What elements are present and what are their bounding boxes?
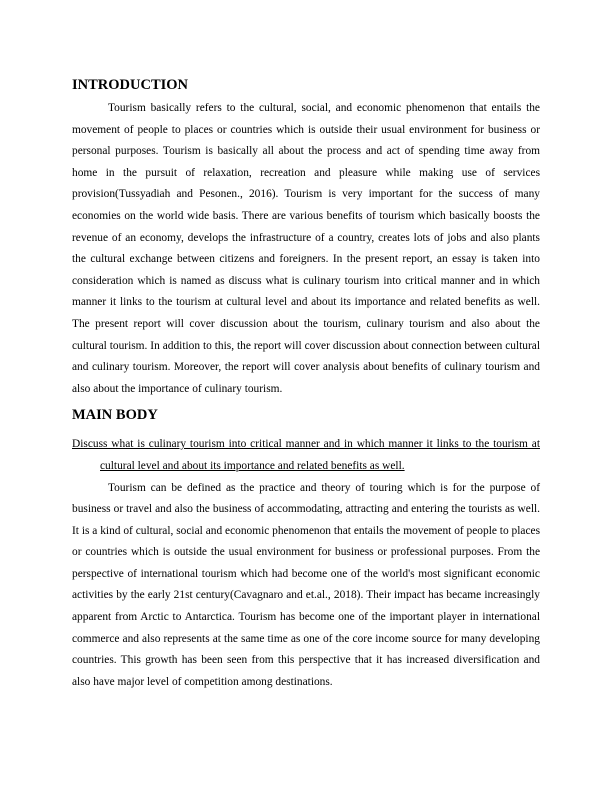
section-subheading: Discuss what is culinary tourism into critical manner and in which manner it links to the tourism at cultural level and about its importance and related benefits as well. bbox=[72, 438, 540, 472]
document-page bbox=[72, 76, 540, 693]
main-body-paragraph: Tourism can be defined as the practice and theory of touring which is for the purpose of business or travel and also the business of accommodating, attracting and entering the tourists as well. It is a kind of cultural, social and economic phenomenon that entails the movement of people to places or countries which is outside the usual environment for business or professional purposes. From the perspective of international tourism which had become one of the world's most significant economic activities by the early 21st century(Cavagnaro and et.al., 2018). Their impact has became increasingly apparent from Arctic to Antarctica. Tourism has become one of the important player in international commerce and also represents at the same time as one of the core income source for many developing countries. This growth has been seen from this perspective that it has increased diversification and also have major level of competition among destinations. bbox=[72, 481, 540, 688]
introduction-heading: INTRODUCTION bbox=[72, 77, 189, 93]
introduction-paragraph: Tourism basically refers to the cultural, social, and economic phenomenon that entails the movement of people to places or countries which is outside their usual environment for business or personal purposes. Tourism is basically all about the process and act of spending time away from home in the pursuit of relaxation, recreation and pleasure while making use of services provision(Tussyadiah and Pesonen., 2016). Tourism is very important for the success of many economies on the world wide basis. There are various benefits of tourism which basically boosts the revenue of an economy, develops the infrastructure of a country, creates lots of jobs and also plants the cultural exchange between citizens and foreigners. In the present report, an essay is taken into consideration which is named as discuss what is culinary tourism into critical manner and in which manner it links to the tourism at cultural level and about its importance and related benefits as well. The present report will cover discussion about the tourism, culinary tourism and also about the cultural tourism. In addition to this, the report will cover discussion about connection between cultural and culinary tourism. Moreover, the report will cover analysis about benefits of culinary tourism and also about the importance of culinary tourism. bbox=[72, 102, 540, 395]
main-body-heading: MAIN BODY bbox=[72, 407, 158, 424]
